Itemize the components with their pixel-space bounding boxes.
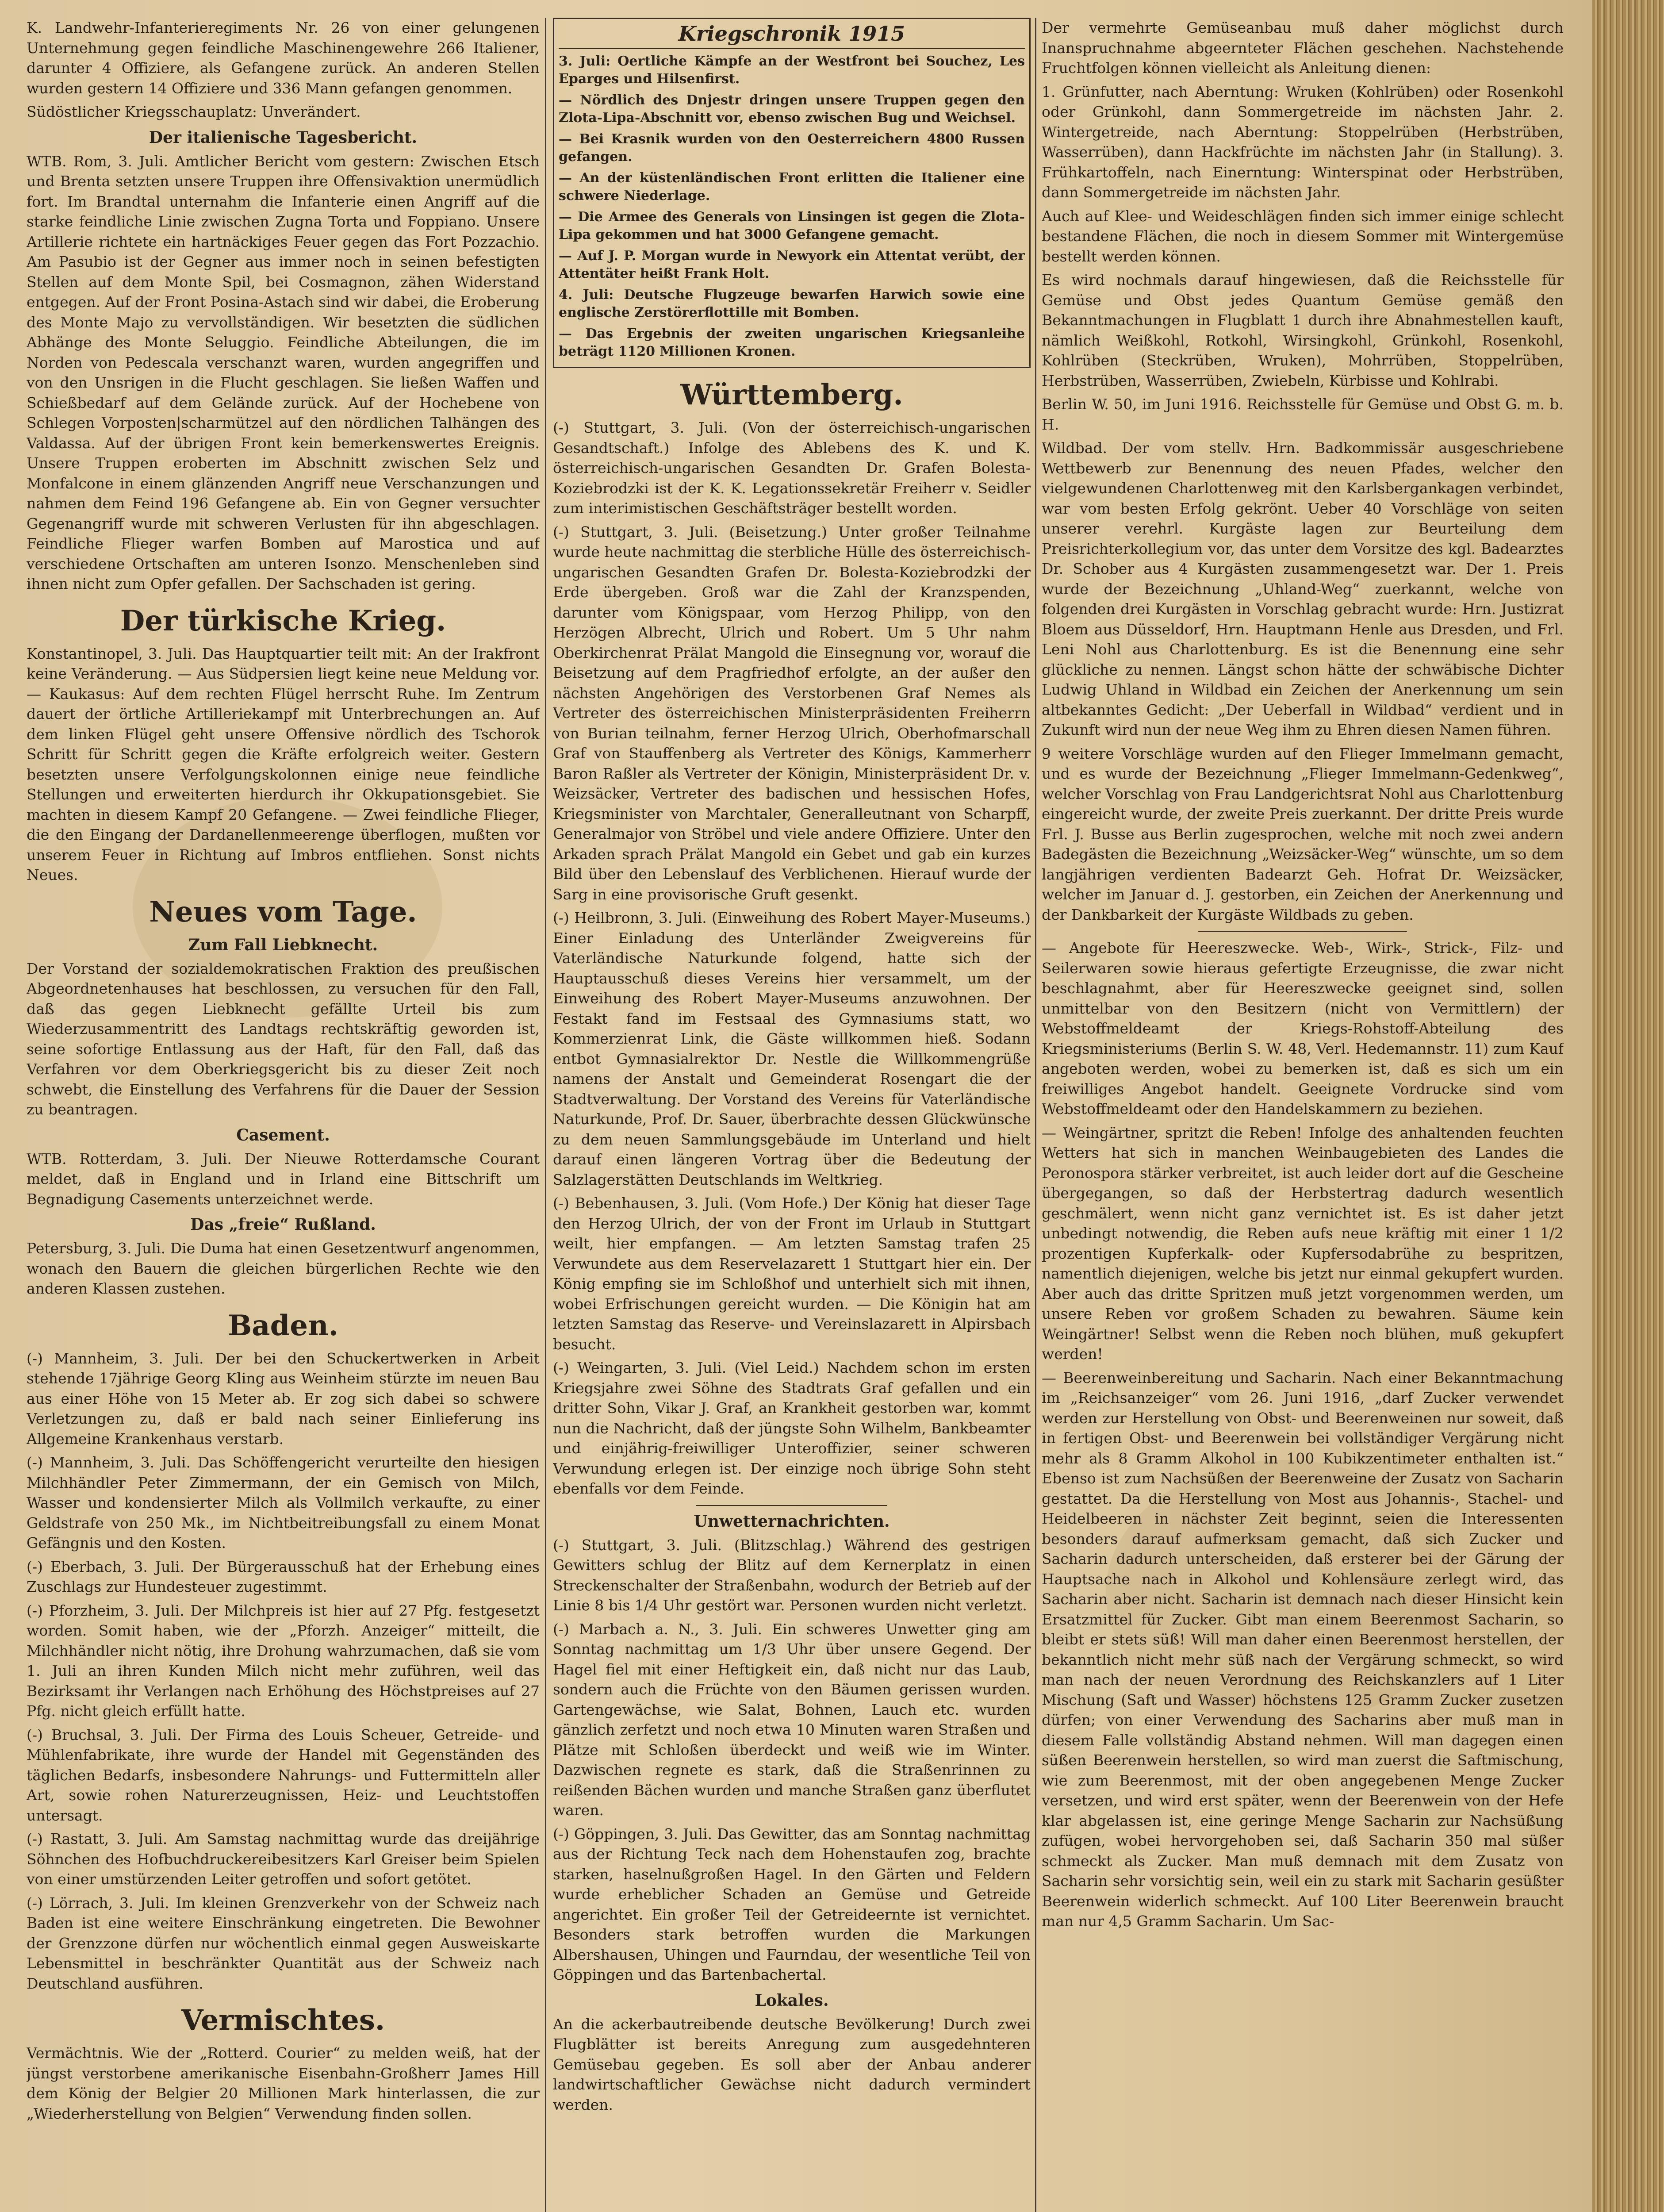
article-paragraph: Der vermehrte Gemüseanbau muß daher möglichst durch Inanspruchnahme abgeernteter Flächen geschehen. Nachstehende Fruchtfolgen können vielleicht als Anleitung dienen:	[1042, 19, 1564, 77]
article-paragraph: Auch auf Klee- und Weideschlägen finden sich immer einige schlecht bestandene Flächen, die noch in diesem Sommer mit Wintergemüse bestellt werden können.	[1042, 207, 1564, 265]
section-heading: Baden.	[228, 1309, 338, 1342]
kriegschronik-item: — An der küstenländischen Front erlitten die Italiener eine schwere Niederlage.	[559, 170, 1025, 204]
section-heading: Der türkische Krieg.	[120, 604, 446, 637]
article-paragraph: K. Landwehr-Infanterieregiments Nr. 26 von einer gelungenen Unternehmung gegen feindliche Maschinengewehre 266 Italiener, darunter 4 Offiziere, als Gefangene zurück. An anderen Stellen wurden gestern 14 Offiziere und 336 Mann gefangen genommen.	[27, 19, 540, 97]
article-paragraph: WTB. Rom, 3. Juli. Amtlicher Bericht vom gestern: Zwischen Etsch und Brenta setzten unsere Truppen ihre Offensivaktion unermüdlich fort. Im Brandtal unternahm die Infanterie einen Angriff auf die starke feindliche Linie zwischen Zugna Torta und Foppiano. Unsere Artillerie richtete ein hartnäckiges Feuer gegen das Fort Pozzachio. Am Pasubio ist der Gegner aus immer noch in seinen befestigten Stellen auf dem Monte Spil, bei Cosmagnon, zähen Widerstand entgegen. Auf der Front Posina-Astach sind wir dabei, die Eroberung des Monte Majo zu vervollständigen. Wir besetzten die südlichen Abhänge des Monte Seluggio. Feindliche Abteilungen, die im Norden von Pedescala verschanzt waren, wurden angegriffen und von den Unsrigen in die Flucht geschlagen. Sie ließen Waffen und Schießbedarf auf dem Gelände zurück. Auf der Hochebene von Schlegen Vorposten|scharmützel auf den nördlichen Talhängen des Valdassa. Auf der übrigen Front kein bemerkenswertes Ereignis. Unsere Truppen eroberten im Abschnitt zwischen Selz und Monfalcone in einem glänzenden Angriff neue Verschanzungen und nahmen dem Feind 196 Gefangene ab. Ein von Gegner versuchter Gegenangriff wurde mit schweren Verlusten für ihn abgeschlagen. Feindliche Flieger warfen Bomben auf Marostica und auf verschiedene Ortschaften am unteren Isonzo. Menschenleben sind ihnen nicht zum Opfer gefallen. Der Sachschaden ist gering.	[27, 152, 540, 592]
kriegschronik-item: — Bei Krasnik wurden von den Oesterreichern 4800 Russen gefangen.	[559, 131, 1025, 165]
article-paragraph: (-) Marbach a. N., 3. Juli. Ein schweres Unwetter ging am Sonntag nachmittag um 1/3 Uhr über unsere Gegend. Der Hagel fiel mit einer Heftigkeit ein, daß nicht nur das Laub, sondern auch die Früchte von den Bäumen gerissen wurden. Gartengewächse, wie Salat, Bohnen, Lauch etc. wurden gänzlich zerfetzt und noch etwa 10 Minuten waren Straßen und Plätze mit Schloßen überdeckt und weiß wie im Winter. Dazwischen regnete es stark, daß die Straßenrinnen zu reißenden Bächen wurden und manche Straßen ganz überflutet waren.	[553, 1620, 1031, 1819]
article-paragraph: An die ackerbautreibende deutsche Bevölkerung! Durch zwei Flugblätter ist bereits Anregung zum ausgedehnteren Gemüsebau gegeben. Es soll aber der Anbau anderer landwirtschaftlicher Gewächse nicht dadurch vermindert werden.	[553, 2015, 1031, 2113]
article-paragraph: WTB. Rotterdam, 3. Juli. Der Nieuwe Rotterdamsche Courant meldet, daß in England und in Irland eine Bittschrift um Begnadigung Casements unterzeichnet werde.	[27, 1150, 540, 1208]
section-heading: Zum Fall Liebknecht.	[188, 935, 378, 954]
article-paragraph: (-) Pforzheim, 3. Juli. Der Milchpreis ist hier auf 27 Pfg. festgesetzt worden. Somit haben, wie der „Pforzh. Anzeiger“ mitteilt, die Milchhändler nicht nötig, ihre Drohung wahrzumachen, daß sie vom 1. Juli an ihren Kunden Milch nicht mehr zuführen, weil das Bezirksamt ihr Verlangen nach Erhöhung des Höchstpreises auf 27 Pfg. nicht gleich erfüllt hatte.	[27, 1601, 540, 1720]
section-heading: Neues vom Tage.	[149, 895, 417, 929]
section-separator	[696, 1505, 887, 1506]
article-paragraph: (-) Weingarten, 3. Juli. (Viel Leid.) Nachdem schon im ersten Kriegsjahre zwei Söhne des Stadtrats Graf gefallen und ein dritter Sohn, Vikar J. Graf, an Krankheit gestorben war, kommt nun die Nachricht, daß der jüngste Sohn Wilhelm, Bankbeamter und einjährig-freiwilliger Unteroffizier, seiner schweren Verwundung erlegen ist. Der einzige noch übrige Sohn steht ebenfalls vor dem Feinde.	[553, 1359, 1031, 1497]
article-paragraph: (-) Bruchsal, 3. Juli. Der Firma des Louis Scheuer, Getreide- und Mühlenfabrikate, ihre wurde der Handel mit Gegenständen des täglichen Bedarfs, insbesondere Nahrungs- und Futtermitteln aller Art, sowie rohen Naturerzeugnissen, Heiz- und Leuchtstoffen untersagt.	[27, 1726, 540, 1824]
kriegschronik-item: — Nördlich des Dnjestr dringen unsere Truppen gegen den Zlota-Lipa-Abschnitt vor, ebenso zwischen Bug und Weichsel.	[559, 92, 1025, 126]
column-rule	[1035, 18, 1036, 2212]
article-paragraph: (-) Lörrach, 3. Juli. Im kleinen Grenzverkehr von der Schweiz nach Baden ist eine weitere Einschränkung eingetreten. Die Bewohner der Grenzzone dürfen nur wöchentlich einmal gegen Ausweiskarte Lebensmittel in beschränkter Quantität aus der Schweiz nach Deutschland ausführen.	[27, 1894, 540, 1992]
article-paragraph: Es wird nochmals darauf hingewiesen, daß die Reichsstelle für Gemüse und Obst jedes Quantum Gemüse gemäß den Bekanntmachungen in Flugblatt 1 durch ihre Abnahmestellen kauft, nämlich Weißkohl, Rotkohl, Wirsingkohl, Grünkohl, Rosenkohl, Kohlrüben (Steckrüben, Wruken), Mohrrüben, Stoppelrüben, Herbstrüben, Wasserrüben, Zwiebeln, Kürbisse und Kohlrabi.	[1042, 271, 1564, 389]
column-middle	[553, 18, 1031, 2212]
article-paragraph: Wildbad. Der vom stellv. Hrn. Badkommissär ausgeschriebene Wettbewerb zur Benennung des neuen Pfades, welcher den vielgewundenen Charlottenweg mit den Karlsbergankagen verbindet, war vom besten Erfolg gekrönt. Ueber 40 Vorschläge von seiten unserer verehrl. Kurgäste lagen zur Beurteilung dem Preisrichterkollegium vor, das unter dem Vorsitze des kgl. Badearztes Dr. Schober aus 4 Kurgästen zusammengesetzt war. Der 1. Preis wurde der Bezeichnung „Uhland-Weg“ zuerkannt, welche von folgenden drei Kurgästen in Vorschlag gebracht wurde: Hrn. Justizrat Bloem aus Düsseldorf, Hrn. Hauptmann Henle aus Dresden, und Frl. Leni Nohl aus Charlottenburg. Es ist die Benennung eine sehr glückliche zu nennen. Längst schon hätte der schwäbische Dichter Ludwig Uhland in Wildbad ein Zeichen der Anerkennung um sein altbekanntes Gedicht: „Der Ueberfall in Wildbad“ verdient und in Zukunft wird nun der neue Weg ihm zu Ehren diesen Namen führen.	[1042, 439, 1564, 738]
article-paragraph: (-) Heilbronn, 3. Juli. (Einweihung des Robert Mayer-Museums.) Einer Einladung des Unterländer Zweigvereins für Vaterländische Naturkunde folgend, hatte sich der Hauptausschuß dieses Vereins hier versammelt, um der Einweihung des Robert Mayer-Museums anzuwohnen. Der Festakt fand im Festsaal des Gymnasiums statt, wo Kommerzienrat Link, die Gäste willkommen hieß. Sodann entbot Gymnasialrektor Dr. Nestle die Willkommengrüße namens der Anstalt und Gemeinderat Rosengart die der Stadtverwaltung. Der Vorstand des Vereins für Vaterländische Naturkunde, Prof. Dr. Sauer, überbrachte dessen Glückwünsche zu dem neuen Sammlungsgebäude im Unterland und hielt darauf einen längeren Vortrag über die Bedeutung der Salzlagerstätten Deutschlands im Weltkrieg.	[553, 909, 1031, 1188]
section-heading: Vermischtes.	[181, 2004, 385, 2037]
article-paragraph: (-) Mannheim, 3. Juli. Der bei den Schuckertwerken in Arbeit stehende 17jährige Georg Kling aus Weinheim stürzte im neuen Bau aus einer Höhe von 15 Meter ab. Er zog sich dabei so schwere Verletzungen zu, daß er bald nach seiner Einlieferung ins Allgemeine Krankenhaus verstarb.	[27, 1349, 540, 1448]
article-paragraph: (-) Rastatt, 3. Juli. Am Samstag nachmittag wurde das dreijährige Söhnchen des Hofbuchdruckereibesitzers Karl Greiser beim Spielen von einer umstürzenden Leiter getroffen und sofort getötet.	[27, 1830, 540, 1888]
kriegschronik-item: — Die Armee des Generals von Linsingen ist gegen die Zlota-Lipa gekommen und hat 3000 Gefangene gemacht.	[559, 209, 1025, 242]
article-paragraph: (-) Mannheim, 3. Juli. Das Schöffengericht verurteilte den hiesigen Milchhändler Peter Zimmermann, der ein Gemisch von Milch, Wasser und kondensierter Milch als Vollmilch verkaufte, zu einer Geldstrafe von 250 Mk., im Nichtbeitreibungsfall zu einem Monat Gefängnis und den Kosten.	[27, 1454, 540, 1551]
kriegschronik-item: 4. Juli: Deutsche Flugzeuge bewarfen Harwich sowie eine englische Zerstörerflottille mit Bomben.	[559, 287, 1025, 320]
column-rule	[545, 18, 546, 2212]
article-paragraph: (-) Stuttgart, 3. Juli. (Von der österreichisch-ungarischen Gesandtschaft.) Infolge des Ablebens des K. und K. österreichisch-ungarischen Gesandten Dr. Grafen Bolesta-Koziebrodzki ist der K. K. Legationssekretär Freiherr v. Seidler zum interimistischen Geschäftsträger bestellt worden.	[553, 419, 1031, 517]
section-separator	[1198, 931, 1407, 932]
section-heading: Das „freie“ Rußland.	[190, 1215, 376, 1234]
article-paragraph: 1. Grünfutter, nach Aberntung: Wruken (Kohlrüben) oder Rosenkohl oder Grünkohl, dann Sommergetreide im nächsten Jahr. 2. Wintergetreide, nach Aberntung: Stoppelrüben (Herbstrüben, Wasserrüben), dann Hackfrüchte im nächsten Jahr (in Stallung). 3. Frühkartoffeln, nach Einerntung: Winterspinat oder Herbstrüben, dann Sommergetreide im nächsten Jahr.	[1042, 83, 1564, 201]
section-heading: Lokales.	[755, 1991, 829, 2010]
section-heading: Der italienische Tagesbericht.	[149, 128, 418, 147]
section-heading: Casement.	[236, 1125, 330, 1144]
column-right	[1042, 18, 1564, 2212]
section-heading: Unwetternachrichten.	[694, 1512, 890, 1531]
column-middle-body	[553, 378, 1031, 2115]
article-paragraph: Südöstlicher Kriegsschauplatz: Unverändert.	[27, 103, 361, 120]
book-page-edges	[1592, 0, 1664, 2212]
article-paragraph: (-) Bebenhausen, 3. Juli. (Vom Hofe.) Der König hat dieser Tage den Herzog Ulrich, der von der Front im Urlaub in Stuttgart weilt, hier empfangen. — Am letzten Samstag trafen 25 Verwundete aus dem Reservelazarett 1 Stuttgart hier ein. Der König empfing sie im Schloßhof und unterhielt sich mit ihnen, wobei Erfrischungen gereicht wurden. — Die Königin hat am letzten Samstag das Reserve- und Vereinslazarett in Alpirsbach besucht.	[553, 1194, 1031, 1353]
article-paragraph: Konstantinopel, 3. Juli. Das Hauptquartier teilt mit: An der Irakfront keine Veränderung. — Aus Südpersien liegt keine neue Meldung vor. — Kaukasus: Auf dem rechten Flügel herrscht Ruhe. Im Zentrum dauert der örtliche Artilleriekampf mit Unterbrechungen an. Auf dem linken Flügel geht unsere Offensive nördlich des Tschorok Schritt für Schritt gegen die Kräfte erfolgreich weiter. Gestern besetzten unsere Verfolgungskolonnen einige neue feindliche Stellungen und erweiterten hierdurch ihr Okkupationsgebiet. Sie machten in diesem Kampf 20 Gefangene. — Zwei feindliche Flieger, die den Eingang der Dardanellenmeerenge überflogen, mußten vor unserem Feuer in Richtung auf Imbros entfliehen. Sonst nichts Neues.	[27, 645, 540, 883]
article-paragraph: — Angebote für Heereszwecke. Web-, Wirk-, Strick-, Filz- und Seilerwaren sowie hieraus gefertigte Erzeugnisse, die zwar nicht beschlagnahmt, aber für Heereszwecke geeignet sind, sollen unmittelbar von den Besitzern (nicht von Vermittlern) der Webstoffmeldeamt der Kriegs-Rohstoff-Abteilung des Kriegsministeriums (Berlin S. W. 48, Verl. Hedemannstr. 11) zum Kauf angeboten werden, wobei zu bemerken ist, daß es sich um ein freiwilliges Angebot handelt. Geeignete Vordrucke sind vom Webstoffmeldeamt oder den Handelskammern zu beziehen.	[1042, 939, 1564, 1118]
article-paragraph: Vermächtnis. Wie der „Rotterd. Courier“ zu melden weiß, hat der jüngst verstorbene amerikanische Eisenbahn-Großherr James Hill dem König der Belgier 20 Millionen Mark hinterlassen, die zur „Wiederherstellung von Belgien“ Verwendung finden sollen.	[27, 2044, 540, 2122]
article-paragraph: — Beerenweinbereitung und Sacharin. Nach einer Bekanntmachung im „Reichsanzeiger“ vom 26. Juni 1916, „darf Zucker verwendet werden zur Herstellung von Obst- und Beerenweinen nur soweit, daß in fertigen Obst- und Beerenwein bei vollständiger Vergärung nicht mehr als 8 Gramm Alkohol in 100 Kubikzentimeter enthalten ist.“ Ebenso ist zum Nachsüßen der Beerenweine der Zusatz von Sacharin gestattet. Da die Herstellung von Most aus Johannis-, Stachel- und Heidelbeeren in nächster Zeit beginnt, seien die Interessenten besonders darauf aufmerksam gemacht, daß sich Zucker und Sacharin dadurch unterscheiden, daß ersterer bei der Gärung der Hauptsache nach in Alkohol und Kohlensäure zerlegt wird, das Sacharin aber nicht. Sacharin ist demnach nach dieser Hinsicht kein Ersatzmittel für Zucker. Gibt man einem Beerenmost Sacharin, so bleibt er stets süß! Will man daher einen Beerenmost herstellen, der bekanntlich nicht mehr süß nach der Vergärung schmeckt, so wird man nach der neuen Verordnung des Reichskanzlers auf 1 Liter Mischung (Saft und Wasser) höchstens 125 Gramm Zucker zusetzen dürfen; von einer Verwendung des Sacharins aber muß man in diesem Falle vollständig Abstand nehmen. Will man dagegen einen süßen Beerenwein herstellen, so wird man zuerst die Saftmischung, wie zum Beerenmost, mit der oben angegebenen Menge Zucker versetzen, und wird erst später, wenn der Beerenwein von der Hefe klar abgelassen ist, eine geringe Menge Sacharin zur Nachsüßung zufügen, wobei hervorgehoben sei, daß Sacharin 350 mal süßer schmeckt als Zucker. Man muß demnach mit dem Zusatz von Sacharin sehr vorsichtig sein, weil ein zu stark mit Sacharin gesüßter Beerenwein widerlich schmeckt. Auf 100 Liter Beerenwein braucht man nur 4,5 Gramm Sacharin. Um Sac-	[1042, 1369, 1564, 1930]
column-left	[27, 18, 540, 2212]
kriegschronik-box	[553, 18, 1031, 368]
section-heading: Württemberg.	[680, 378, 903, 411]
kriegschronik-title: Kriegschronik 1915	[559, 22, 1025, 49]
kriegschronik-items	[559, 53, 1025, 361]
article-paragraph: 9 weitere Vorschläge wurden auf den Flieger Immelmann gemacht, und es wurde der Bezeichnung „Flieger Immelmann-Gedenkweg“, welcher Vorschlag von Frau Landgerichtsrat Nohl aus Charlottenburg eingereicht wurde, der zweite Preis zuerkannt. Der dritte Preis wurde Frl. J. Busse aus Berlin zugesprochen, welche mit noch zwei andern Badegästen die Bezeichnung „Weizsäcker-Weg“ wünschte, um so dem langjährigen verdienten Badearzt Geh. Hofrat Dr. Weizsäcker, welcher im Januar d. J. gestorben, ein Zeichen der Anerkennung und der Dankbarkeit der Kurgäste Wildbads zu geben.	[1042, 745, 1564, 923]
article-paragraph: Der Vorstand der sozialdemokratischen Fraktion des preußischen Abgeordnetenhauses hat beschlossen, zu versuchen für den Fall, daß das gegen Liebknecht gefällte Urteil bis zum Wiederzusammentritt des Landtags rechtskräftig geworden ist, seine sofortige Entlassung aus der Haft, für den Fall, daß das Verfahren vor dem Oberkriegsgericht bis zu dieser Zeit noch schwebt, die Einstellung des Verfahrens für die Dauer der Session zu beantragen.	[27, 960, 540, 1118]
kriegschronik-item: — Das Ergebnis der zweiten ungarischen Kriegsanleihe beträgt 1120 Millionen Kronen.	[559, 326, 1025, 359]
article-paragraph: — Weingärtner, spritzt die Reben! Infolge des anhaltenden feuchten Wetters hat sich in manchen Weinbaugebieten des Landes die Peronospora stärker verbreitet, ist auch leider dort auf die Gescheine übergegangen, so daß der Herbstertrag dadurch wesentlich geschmälert, wenn nicht ganz vernichtet ist. Es ist daher jetzt unbedingt notwendig, die Reben aufs neue kräftig mit einer 1 1/2 prozentigen Kupferkalk- oder Kupfersodabrühe zu bespritzen, namentlich diejenigen, welche bis jetzt nur einmal gekupfert wurden. Aber auch das dritte Spritzen muß jetzt vorgenommen werden, um unsere Reben vor großem Schaden zu bewahren. Säume kein Weingärtner! Selbst wenn die Reben noch blühen, muß gekupfert werden!	[1042, 1124, 1564, 1363]
article-paragraph: Berlin W. 50, im Juni 1916. Reichsstelle für Gemüse und Obst G. m. b. H.	[1042, 396, 1564, 433]
kriegschronik-item: — Auf J. P. Morgan wurde in Newyork ein Attentat verübt, der Attentäter heißt Frank Holt.	[559, 248, 1025, 281]
article-paragraph: (-) Stuttgart, 3. Juli. (Blitzschlag.) Während des gestrigen Gewitters schlug der Blitz auf dem Kernerplatz in einen Streckenschalter der Straßenbahn, wodurch der Betrieb auf der Linie 8 bis 1/4 Uhr gestört war. Personen wurden nicht verletzt.	[553, 1536, 1031, 1614]
article-paragraph: Petersburg, 3. Juli. Die Duma hat einen Gesetzentwurf angenommen, wonach den Bauern die gleichen bürgerlichen Rechte wie den anderen Klassen zustehen.	[27, 1240, 540, 1297]
article-paragraph: (-) Eberbach, 3. Juli. Der Bürgerausschuß hat der Erhebung eines Zuschlags zur Hundesteuer zugestimmt.	[27, 1558, 540, 1595]
article-paragraph: (-) Stuttgart, 3. Juli. (Beisetzung.) Unter großer Teilnahme wurde heute nachmittag die sterbliche Hülle des österreichisch-ungarischen Gesandten Grafen Dr. Bolesta-Koziebrodzki der Erde übergeben. Groß war die Zahl der Kranzspenden, darunter vom Königspaar, vom Herzog Philipp, von den Herzögen Albrecht, Ulrich und Robert. Um 5 Uhr nahm Oberkirchenrat Prälat Mangold die Einsegnung vor, worauf die Beisetzung auf dem Pragfriedhof erfolgte, an der außer den nächsten Angehörigen des Verstorbenen Graf Nemes als Vertreter des österreichischen Ministerpräsidenten Freiherrn von Burian teilnahm, ferner Herzog Ulrich, Oberhofmarschall Graf von Stauffenberg als Vertreter des Königs, Kammerherr Baron Raßler als Vertreter der Königin, Ministerpräsident Dr. v. Weizsäcker, Vertreter des badischen und hessischen Hofes, Kriegsminister von Marchtaler, Generalleutnant von Scharpff, Generalmajor von Ströbel und viele andere Offiziere. Unter den Arkaden sprach Prälat Mangold ein Gebet und gab ein kurzes Bild über den Lebenslauf des Verblichenen. Hierauf wurde der Sarg in eine provisorische Gruft gesenkt.	[553, 523, 1031, 903]
article-paragraph: (-) Göppingen, 3. Juli. Das Gewitter, das am Sonntag nachmittag aus der Richtung Teck nach dem Hohenstaufen zog, brachte starken, haselnußgroßen Hagel. In den Gärten und Feldern wurde erheblicher Schaden an Gemüse und Getreide angerichtet. Ein großer Teil der Getreideernte ist vernichtet. Besonders stark betroffen wurden die Markungen Albershausen, Uhingen und Faurndau, der wesentliche Teil von Göppingen und das Bartenbachertal.	[553, 1825, 1031, 1983]
kriegschronik-item: 3. Juli: Oertliche Kämpfe an der Westfront bei Souchez, Les Eparges und Hilsenfirst.	[559, 54, 1025, 87]
